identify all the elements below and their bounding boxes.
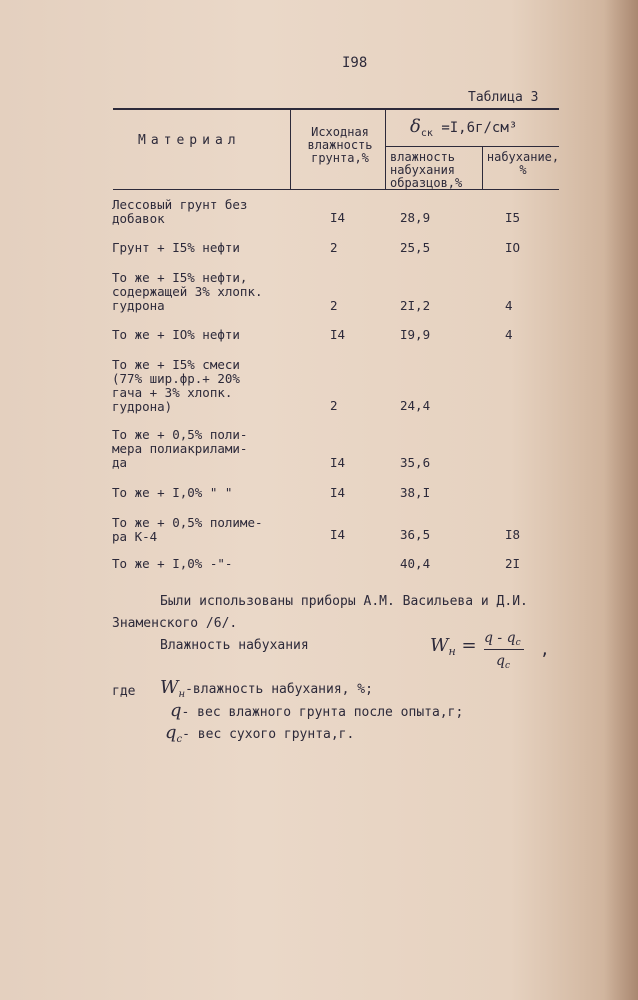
row-initial: I4 — [330, 527, 346, 542]
row-swelling: 4 — [505, 298, 513, 313]
paragraph-line-2: Знаменского /6/. — [112, 616, 238, 631]
header-material: Материал — [138, 133, 241, 148]
header-initial-moisture: Исходная влажность грунта,% — [307, 125, 373, 165]
where-label: где — [112, 684, 136, 699]
delta-symbol: δ — [410, 116, 421, 137]
table-row — [112, 358, 240, 414]
row-material: гача + 3% хлопк. — [112, 385, 233, 400]
page-spine-shadow — [604, 0, 638, 1000]
row-initial: I4 — [330, 327, 346, 342]
row-moisture: 2I,2 — [400, 298, 431, 313]
row-initial: I4 — [330, 210, 346, 225]
definition-q: q- вес влажного грунта после опыта,г; — [170, 700, 464, 721]
row-material: То же + 0,5% поли- — [112, 427, 248, 442]
definition-qc: $q_c-$ вес сухого грунта,г. — [165, 722, 355, 745]
header-density-group — [410, 116, 518, 140]
delta-subscript: ск — [420, 128, 433, 139]
header-sample-moisture: влажность набухания образцов,% — [390, 150, 463, 190]
row-material: добавок — [112, 211, 165, 226]
row-material: То же + I,0% " " — [112, 485, 233, 500]
swelling-label: Влажность набухания — [160, 638, 309, 653]
row-moisture: 38,I — [400, 485, 431, 500]
header-swelling: набухание, % — [486, 150, 560, 177]
table-row — [112, 428, 247, 470]
row-swelling: 2I — [505, 556, 521, 571]
row-moisture: 24,4 — [400, 398, 431, 413]
row-initial: 2 — [330, 398, 338, 413]
row-initial: 2 — [330, 298, 338, 313]
row-material: Грунт + I5% нефти — [112, 240, 240, 255]
density-value: =I,6г/см³ — [441, 120, 518, 136]
row-swelling: I8 — [505, 527, 521, 542]
table-row — [112, 198, 247, 226]
table-row — [112, 328, 240, 342]
row-material: То же + I,0% -"- — [112, 556, 233, 571]
formula-comma: , — [540, 640, 550, 659]
row-moisture: 40,4 — [400, 556, 431, 571]
table-row — [112, 516, 263, 544]
table-header-divider-2 — [385, 110, 386, 190]
table-row — [112, 557, 232, 571]
row-material: мера полиакрилами- — [112, 441, 248, 456]
table-group-rule — [386, 146, 559, 147]
row-material: (77% шир.фр.+ 20% — [112, 371, 240, 386]
swelling-formula — [430, 636, 477, 662]
row-initial: 2 — [330, 240, 338, 255]
row-moisture: 36,5 — [400, 527, 431, 542]
formula-numerator: q - $q_c$ — [484, 630, 521, 648]
table-header-bottom-rule — [113, 189, 559, 190]
formula-lhs: W — [430, 635, 449, 656]
row-material: да — [112, 455, 128, 470]
formula-equals: = — [461, 635, 477, 656]
row-material: То же + I5% смеси — [112, 357, 240, 372]
row-material: То же + 0,5% полиме- — [112, 515, 263, 530]
row-initial: I4 — [330, 455, 346, 470]
table-row — [112, 241, 240, 255]
table-caption: Таблица 3 — [468, 90, 539, 105]
row-material: То же + IO% нефти — [112, 327, 240, 342]
table-row — [112, 271, 263, 313]
row-initial: I4 — [330, 485, 346, 500]
definition-wn: $W_н$-влажность набухания, %; — [160, 677, 373, 700]
row-moisture: 28,9 — [400, 210, 431, 225]
row-swelling: 4 — [505, 327, 513, 342]
row-moisture: I9,9 — [400, 327, 431, 342]
row-moisture: 35,6 — [400, 455, 431, 470]
row-material: То же + I5% нефти, — [112, 270, 248, 285]
row-swelling: I5 — [505, 210, 521, 225]
paragraph-line-1: Были использованы приборы А.М. Васильева и Д.И. — [160, 594, 528, 609]
row-material: Лессовый грунт без — [112, 197, 248, 212]
row-moisture: 25,5 — [400, 240, 431, 255]
table-header-divider-3 — [482, 147, 483, 190]
row-material: содержащей 3% хлопк. — [112, 284, 263, 299]
formula-lhs-sub: н — [448, 645, 456, 658]
formula-denominator: $q_c$ — [496, 653, 511, 671]
row-material: гудрона — [112, 298, 165, 313]
formula-fraction-bar — [484, 649, 524, 650]
table-header-divider-1 — [290, 110, 291, 190]
table-top-rule — [113, 108, 559, 110]
page-number: I98 — [342, 55, 368, 71]
row-swelling: IO — [505, 240, 521, 255]
table-row — [112, 486, 232, 500]
row-material: ра К-4 — [112, 529, 158, 544]
row-material: гудрона) — [112, 399, 173, 414]
